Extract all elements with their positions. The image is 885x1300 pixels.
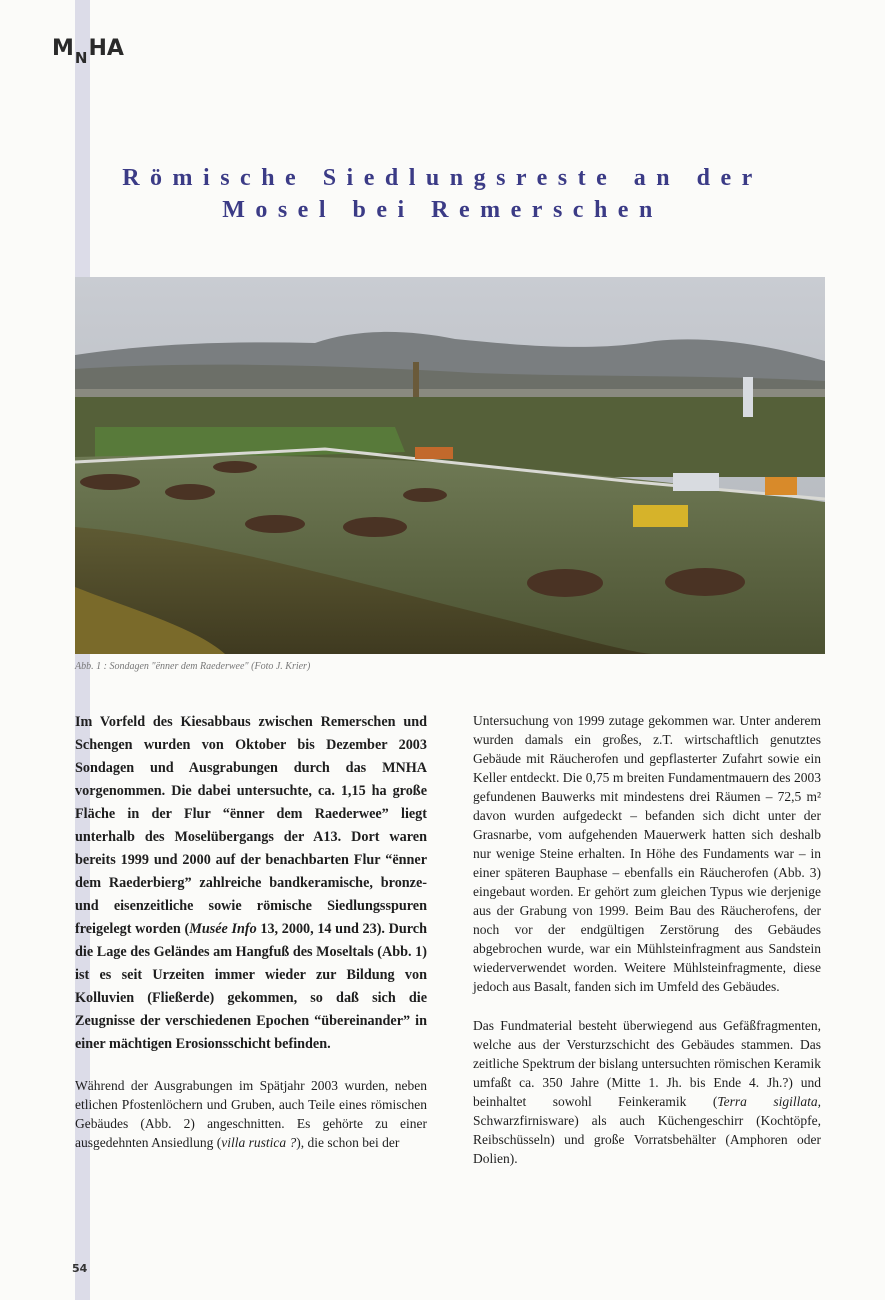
body-italic-term: Terra sigillata,	[717, 1094, 821, 1109]
excavation-landscape-photo	[75, 277, 825, 654]
body-italic-term: villa rustica ?	[221, 1135, 297, 1150]
body-text-2: ), die schon bei der	[296, 1135, 400, 1150]
article-title-line-1: Römische Siedlungsreste an der	[122, 165, 763, 191]
soil-heap	[80, 474, 140, 490]
soil-heap	[213, 461, 257, 473]
logo-letters-ha: HA	[88, 36, 124, 61]
excavator	[633, 505, 688, 527]
article-title-line-2: Mosel bei Remerschen	[222, 197, 663, 223]
soil-heap	[343, 517, 407, 537]
right-text-column	[473, 711, 821, 1168]
soil-heap	[245, 515, 305, 533]
page-number: 54	[72, 1262, 88, 1275]
paragraph-gap	[473, 996, 821, 1016]
mnha-logo	[52, 36, 124, 67]
soil-heap	[165, 484, 215, 500]
site-cabin	[673, 473, 719, 491]
logo-letter-n: N	[74, 49, 88, 67]
gravel-plant	[743, 377, 753, 417]
lead-text-2: 13, 2000, 14 und 23). Durch die Lage des Geländes am Hangfuß des Moseltals (Abb. 1) ist es seit Urzeiten immer wieder zur Bildung von Kolluvien (Fließerde) gekommen, so daß sich die Zeugnisse der verschiedenen Epochen “übereinander” in einer mächtigen Erosionsschicht befinden.	[75, 921, 427, 1052]
body-text-1: Das Fundmaterial besteht überwiegend aus Gefäßfragmenten, welche aus der Versturzschicht des Gebäudes stammen. Das zeitliche Spektrum der bislang untersuchten römischen Keramik umfaßt ca. 350 Jahre (Mitte 1. Jh. bis Ende 4. Jh.?) und beinhaltet sowohl Feinkeramik (	[473, 1018, 821, 1109]
lead-text-1: Im Vorfeld des Kiesabbaus zwischen Remerschen und Schengen wurden von Oktober bis Dezember 2003 Sondagen und Ausgrabungen durch das MNHA vorgenommen. Die dabei untersuchte, ca. 1,15 ha große Fläche in der Flur “ënner dem Raederwee” liegt unterhalb des Moselübergangs der A13. Dort waren bereits 1999 und 2000 auf der benachbarten Flur “ënner dem Raederbierg” zahlreiche bandkeramische, bronze- und eisenzeitliche sowie römische Siedlungsspuren freigelegt worden (	[75, 714, 427, 937]
soil-heap	[403, 488, 447, 502]
figure-caption: Abb. 1 : Sondagen "ënner dem Raederwee" (Foto J. Krier)	[75, 661, 311, 672]
lead-italic-title: Musée Info	[189, 921, 257, 937]
left-text-column	[75, 711, 427, 1152]
body-text-1: Während der Ausgrabungen im Spätjahr 2003 wurden, neben etlichen Pfostenlöchern und Gruben, auch Teile eines römischen Gebäudes (Abb. 2) angeschnitten. Es gehörte zu einer ausgedehnten Ansiedlung (	[75, 1078, 427, 1150]
lead-paragraph	[75, 711, 427, 1056]
poplar-tree	[413, 362, 419, 397]
body-text-2: Schwarzfirnisware) als auch Küchengeschirr (Kochtöpfe, Reibschüsseln) und große Vorratsbehälter (Amphoren oder Dolien).	[473, 1113, 821, 1166]
article-title	[0, 162, 885, 226]
paragraph-gap	[75, 1056, 427, 1076]
body-paragraph: Untersuchung von 1999 zutage gekommen war. Unter anderem wurden damals ein großes, z.T. wirtschaftlich genutztes Gebäude mit Räucherofen und gepflasterter Zufahrt sowie ein Keller entdeckt. Die 0,75 m breiten Fundamentmauern des 2003 gefundenen Bauwerks mit mindestens drei Räumen – 72,5 m² davon wurden aufgedeckt – befanden sich dicht unter der Grasnarbe, vom aufgehenden Mauerwerk hatten sich deshalb nur wenige Steine erhalten. In Höhe des Fundaments war – in einer späteren Bauphase – ebenfalls ein Räucherofen (Abb. 3) eingebaut worden. Er gehört zum gleichen Typus wie derjenige aus der Grabung von 1999. Beim Bau des Räucherofens, der noch vor der endgültigen Zerstörung des Gebäudes abgebrochen wurde, war ein Mühlsteinfragment aus Sandstein wiederverwendet worden. Weitere Mühlsteinfragmente, diese jedoch aus Basalt, fanden sich im Umfeld des Gebäudes.	[473, 713, 821, 994]
body-paragraph	[75, 1076, 427, 1152]
landscape-photo-icon	[75, 277, 825, 654]
truck	[415, 447, 453, 459]
soil-heap	[665, 568, 745, 596]
logo-letter-m: M	[52, 36, 74, 61]
soil-heap	[527, 569, 603, 597]
body-paragraph	[473, 1016, 821, 1168]
site-container	[765, 477, 797, 495]
